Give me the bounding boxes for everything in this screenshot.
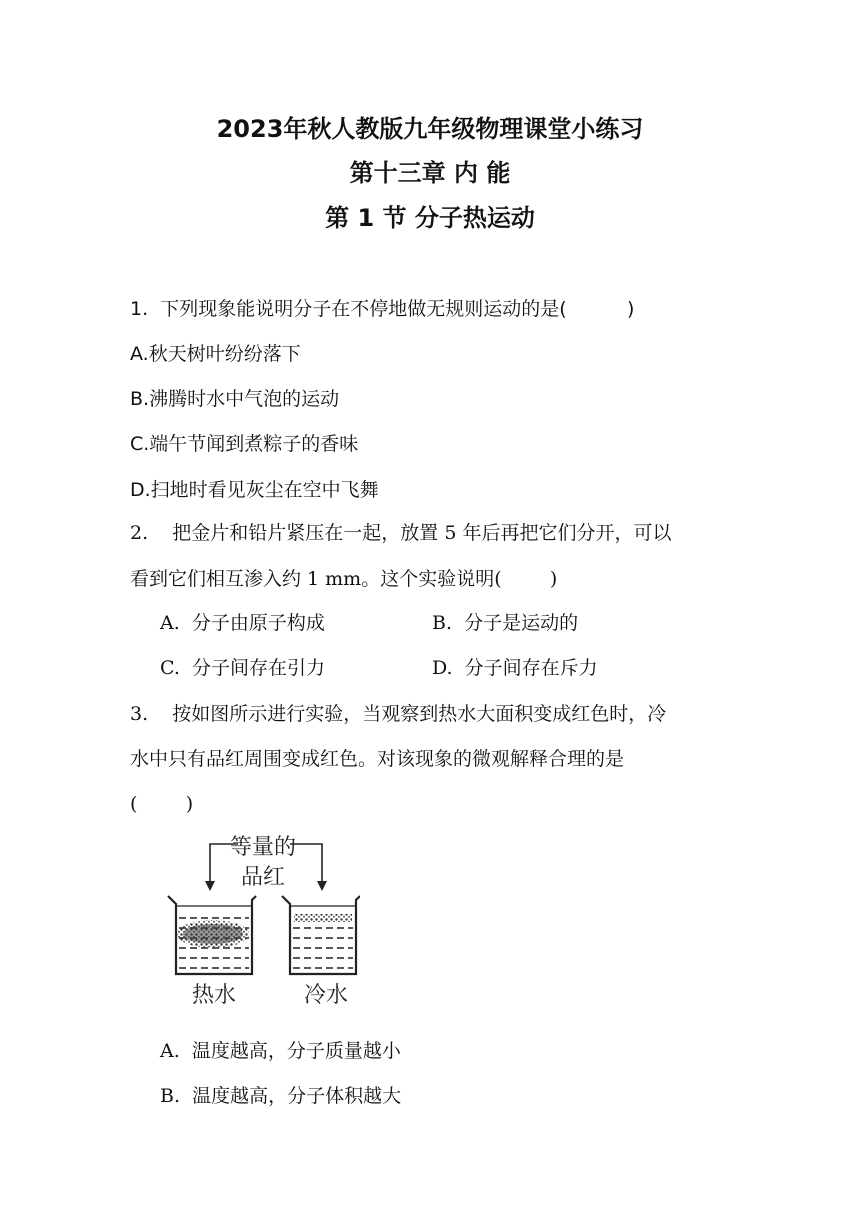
question-2-option-c: C. 分子间存在引力	[160, 657, 325, 679]
question-3-stem-line-3: ( )	[130, 793, 194, 815]
question-1-option-d: D.扫地时看见灰尘在空中飞舞	[130, 479, 379, 501]
section-title: 第 1 节 分子热运动	[325, 204, 535, 232]
question-1-option-c: C.端午节闻到煮粽子的香味	[130, 433, 359, 455]
hot-water-beaker	[168, 896, 256, 974]
question-3-stem-line-2: 水中只有品红周围变成红色。对该现象的微观解释合理的是	[130, 748, 625, 770]
question-2-stem-line-2: 看到它们相互渗入约 1 mm。这个实验说明( )	[130, 568, 558, 590]
question-2-option-b: B. 分子是运动的	[432, 612, 579, 634]
cold-water-beaker	[282, 896, 360, 974]
figure-label-hot-water: 热水	[191, 983, 237, 1008]
question-1-option-b: B.沸腾时水中气泡的运动	[130, 388, 340, 410]
question-1-stem: 1. 下列现象能说明分子在不停地做无规则运动的是( )	[130, 298, 635, 320]
beaker-experiment-figure	[160, 828, 360, 1008]
figure-label-top-1: 等量的	[229, 835, 297, 860]
question-3-option-b: B. 温度越高，分子体积越大	[160, 1085, 402, 1107]
chapter-title: 第十三章 内 能	[349, 159, 511, 187]
question-2-option-d: D. 分子间存在斥力	[432, 657, 598, 679]
document-title: 2023年秋人教版九年级物理课堂小练习	[216, 115, 644, 143]
figure-label-cold-water: 冷水	[303, 983, 349, 1008]
question-2-option-a: A. 分子由原子构成	[160, 612, 325, 634]
question-3-option-a: A. 温度越高，分子质量越小	[160, 1040, 401, 1062]
question-1-option-a: A.秋天树叶纷纷落下	[130, 343, 301, 365]
dye-spread-cold	[294, 914, 352, 922]
question-3-stem-line-1: 3. 按如图所示进行实验，当观察到热水大面积变成红色时，冷	[130, 703, 667, 725]
question-2-stem-line-1: 2. 把金片和铅片紧压在一起，放置 5 年后再把它们分开，可以	[130, 522, 672, 544]
figure-label-top-2: 品红	[240, 865, 286, 890]
